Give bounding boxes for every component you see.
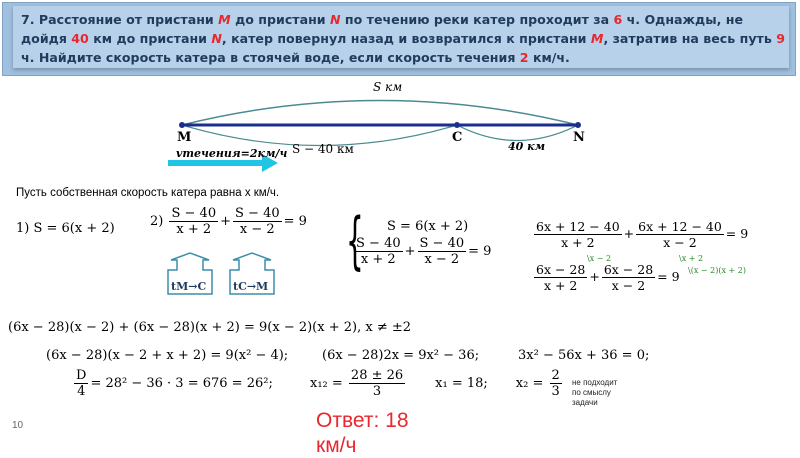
- label-s-km: S км: [373, 80, 403, 94]
- note-line: задачи: [572, 398, 598, 407]
- current-arrow-shaft: [168, 160, 264, 166]
- answer: [316, 408, 409, 458]
- numerator: S − 40: [419, 236, 465, 251]
- note-line: не подходит: [572, 378, 618, 387]
- denominator: 3: [372, 384, 382, 399]
- point-n-text: N: [211, 31, 222, 46]
- time-9: 9: [776, 31, 785, 46]
- callout-right-label: tC→M: [233, 280, 269, 293]
- problem-part: км до пристани: [88, 31, 212, 46]
- substitution-1-rhs: = 9: [725, 226, 749, 241]
- distance-40: 40: [71, 31, 89, 46]
- denominator: x − 2: [239, 222, 275, 237]
- point-n-text: N: [330, 12, 341, 27]
- roots-label: x₁₂ =: [310, 376, 343, 391]
- denominator: x − 2: [611, 278, 646, 293]
- denominator: 4: [77, 384, 86, 399]
- rejection-note: [572, 378, 617, 408]
- label-n: N: [573, 130, 585, 145]
- speed-2: 2: [519, 50, 529, 65]
- callout-left-label: tM→C: [171, 280, 207, 293]
- denominator: x + 2: [176, 222, 212, 237]
- denominator: x + 2: [561, 235, 595, 250]
- multiplier-mark: \(x − 2)(x + 2): [688, 266, 746, 275]
- fraction: [74, 368, 88, 399]
- fraction: [534, 262, 587, 293]
- arc-s: [182, 101, 578, 126]
- equation-2: 2) $\frac{S - 40}{x + 2}$ + $\frac{S - 40}{x - 2}$ = 9: [150, 206, 307, 237]
- multiplier-mark: \x + 2: [679, 254, 704, 263]
- denominator: x − 2: [424, 252, 460, 267]
- numerator: 6x + 12 − 40: [536, 219, 620, 234]
- denominator: x + 2: [543, 278, 578, 293]
- numerator: S − 40: [171, 206, 217, 221]
- system-brace: {: [346, 204, 364, 277]
- point-n: [575, 122, 581, 128]
- equation-1: 1) S = 6(x + 2): [16, 221, 115, 236]
- fraction: [550, 368, 562, 399]
- label-current-speed: vтечения=2км/ч: [176, 147, 288, 160]
- problem-part: по течению реки катер проходит за: [340, 12, 614, 27]
- numerator: 28 ± 26: [350, 368, 404, 383]
- multiplier-mark: \x − 2: [587, 254, 612, 263]
- root-2-label: x₂ =: [515, 376, 544, 391]
- equation-2-prefix: 2): [150, 214, 164, 229]
- numerator: 6x − 28: [536, 262, 586, 277]
- substitution-1: $\frac{6x + 12 - 40}{x + 2}$ + $\frac{6x + 12 - 40}{x - 2}$ = 9: [536, 219, 749, 250]
- label-40-km: 40 км: [508, 140, 546, 153]
- numerator: D: [76, 368, 87, 383]
- numerator: S − 40: [235, 206, 280, 221]
- denominator: 3: [551, 384, 560, 399]
- denominator: x + 2: [360, 252, 396, 267]
- fraction: [169, 206, 218, 237]
- solution-line-b2: (6x − 28)2x = 9x² − 36;: [322, 348, 480, 363]
- answer-line: км/ч: [316, 434, 357, 457]
- root-1: x₁ = 18;: [435, 376, 488, 391]
- point-m-text: M: [590, 31, 604, 46]
- point-c: [454, 122, 460, 128]
- problem-part: ч. Однажды, не дойдя: [21, 12, 744, 46]
- arc-40: [457, 125, 578, 141]
- fraction: [602, 262, 655, 293]
- roots-line: [310, 368, 564, 399]
- substitution-2: $\frac{6x - 28}{x + 2}$ + $\frac{6x - 28}{x - 2}$ = 9: [536, 262, 680, 293]
- problem-part: , затратив на весь путь: [603, 31, 777, 46]
- point-m-text: M: [218, 12, 231, 27]
- solution-line-b3: 3x² − 56x + 36 = 0;: [518, 348, 650, 363]
- label-m: M: [177, 130, 192, 145]
- numerator: 6x − 28: [603, 262, 654, 277]
- note-line: по смыслу: [572, 388, 611, 397]
- discriminant-line: [72, 368, 273, 399]
- system-line-2: $\frac{S - 40}{x + 2}$ + $\frac{S - 40}{x - 2}$ = 9: [356, 236, 492, 267]
- problem-part: ч. Найдите скорость катера в стоячей воде, если скорость течения: [21, 50, 520, 65]
- solution-line-b1: (6x − 28)(x − 2 + x + 2) = 9(x² − 4);: [46, 348, 289, 363]
- fraction: [233, 206, 282, 237]
- denominator: x − 2: [663, 235, 697, 250]
- intro-text: Пусть собственная скорость катера равна x км/ч.: [16, 187, 280, 199]
- label-s-minus-40: S − 40 км: [292, 142, 354, 156]
- fraction: [349, 368, 405, 399]
- fraction: [354, 236, 403, 267]
- problem-text: [21, 10, 786, 67]
- fraction: [636, 219, 724, 250]
- point-m: [179, 122, 185, 128]
- label-c: C: [452, 130, 463, 145]
- numerator: 6x + 12 − 40: [638, 219, 722, 234]
- fraction: [534, 219, 622, 250]
- numerator: 2: [551, 368, 560, 383]
- solution-line-a: (6x − 28)(x − 2) + (6x − 28)(x + 2) = 9(x − 2)(x + 2), x ≠ ±2: [8, 320, 412, 335]
- problem-part: до пристани: [230, 12, 330, 27]
- system-rhs: = 9: [468, 244, 492, 259]
- discriminant-value: = 28² − 36 · 3 = 676 = 26²;: [90, 376, 273, 391]
- system-line-1: S = 6(x + 2): [387, 219, 469, 234]
- time-6: 6: [613, 12, 623, 27]
- problem-part: , катер повернул назад и возвратился к пристани: [221, 31, 591, 46]
- page-number: 10: [12, 420, 24, 431]
- substitution-2-rhs: = 9: [657, 269, 680, 284]
- numerator: S − 40: [356, 236, 401, 251]
- problem-part: 7. Расстояние от пристани: [21, 12, 219, 27]
- problem-banner: [2, 2, 796, 76]
- problem-part: км/ч.: [528, 50, 570, 65]
- equation-2-rhs: = 9: [283, 214, 307, 229]
- problem-card: [13, 6, 789, 68]
- answer-line: Ответ: 18: [316, 409, 409, 432]
- fraction: [418, 236, 467, 267]
